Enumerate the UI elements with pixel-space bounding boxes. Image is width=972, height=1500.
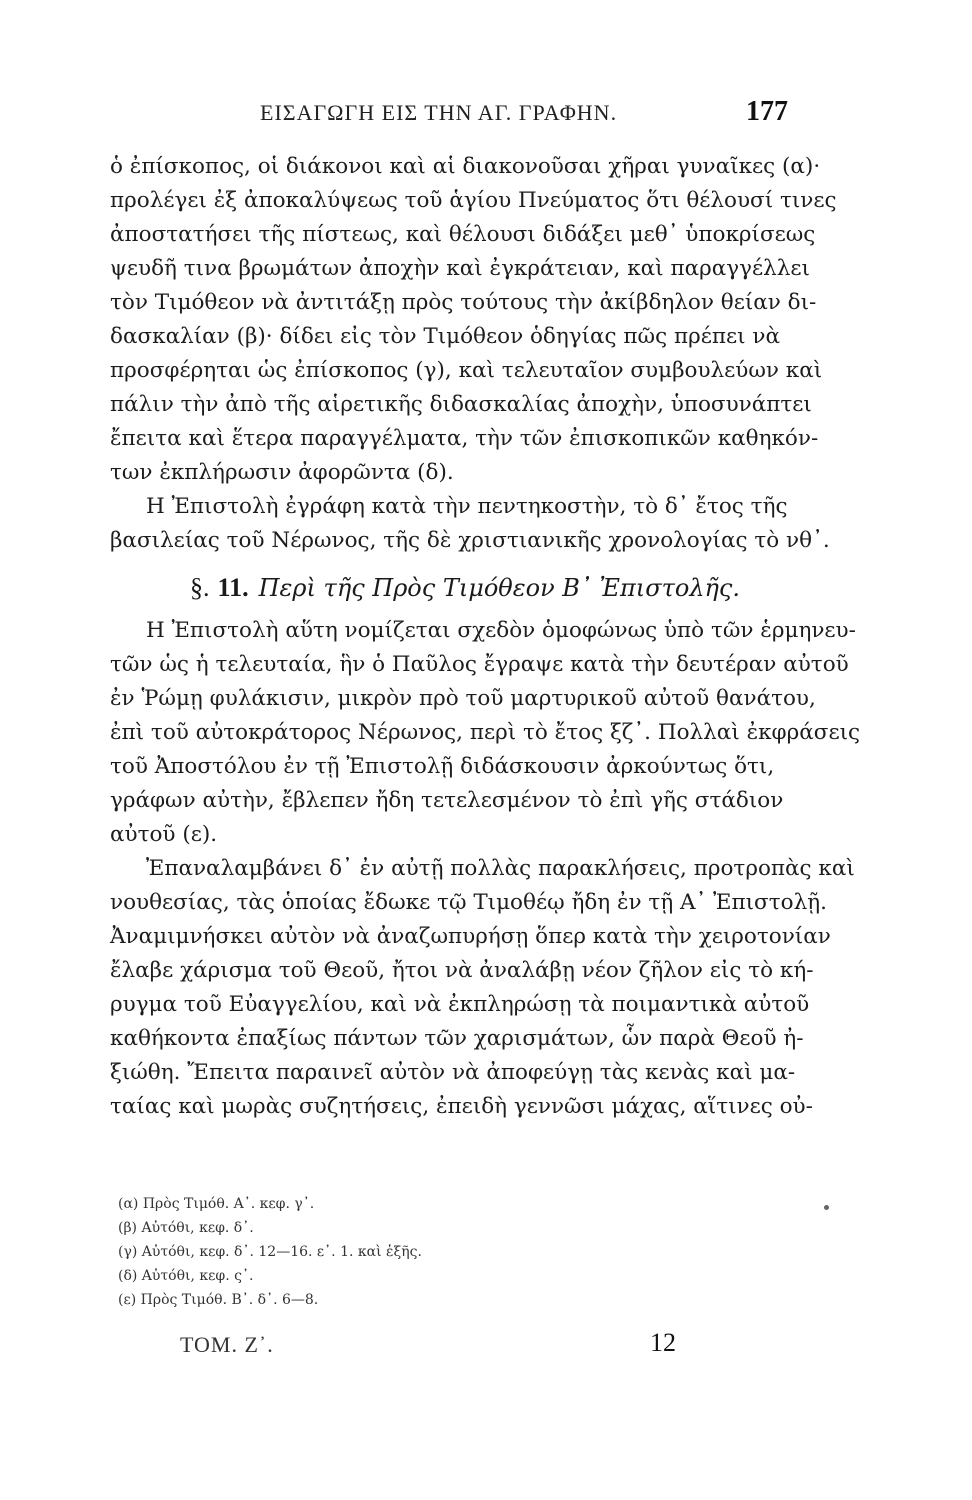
text-line: ὁ ἐπίσκοπος, οἱ διάκονοι καὶ αἱ διακονοῦσαι χῆραι γυναῖκες (α)· — [110, 154, 821, 179]
text-line: ξιώθη. Ἔπειτα παραινεῖ αὐτὸν νὰ ἀποφεύγῃ τὰς κενὰς καὶ μα- — [110, 1060, 796, 1085]
margin-dot — [824, 1205, 829, 1210]
text-line: αὐτοῦ (ε). — [110, 822, 218, 847]
text-line: ἔπειτα καὶ ἕτερα παραγγέλματα, τὴν τῶν ἐπισκοπικῶν καθηκόν- — [110, 426, 819, 451]
text-line: ἐπὶ τοῦ αὐτοκράτορος Νέρωνος, περὶ τὸ ἔτος ξζ᾽. Πολλαὶ ἐκφράσεις — [110, 720, 861, 745]
text-line: βασιλείας τοῦ Νέρωνος, τῆς δὲ χριστιανικῆς χρονολογίας τὸ νθ᾽. — [110, 528, 830, 553]
text-line: ψευδῆ τινα βρωμάτων ἀποχὴν καὶ ἐγκράτειαν, καὶ παραγγέλλει — [110, 256, 810, 281]
running-title: ΕΙΣΑΓΩΓΗ ΕΙΣ ΤΗΝ ΑΓ. ΓΡΑΦΗΝ. — [260, 100, 618, 125]
volume-signature: ΤΟΜ. Ζ᾽. — [180, 1332, 274, 1357]
sheet-number: 12 — [650, 1328, 676, 1357]
text-line: ρυγμα τοῦ Εὐαγγελίου, καὶ νὰ ἐκπληρώσῃ τὰ ποιμαντικὰ αὐτοῦ — [110, 992, 810, 1017]
text-line: ταίας καὶ μωρὰς συζητήσεις, ἐπειδὴ γεννῶσι μάχας, αἵτινες οὐ- — [110, 1094, 813, 1119]
paragraph-1 — [110, 150, 837, 490]
paragraph-2 — [110, 490, 830, 558]
text-line: Η Ἐπιστολὴ αὕτη νομίζεται σχεδὸν ὁμοφώνως ὑπὸ τῶν ἑρμηνευ- — [146, 618, 856, 643]
text-line: προσφέρηται ὡς ἐπίσκοπος (γ), καὶ τελευταῖον συμβουλεύων καὶ — [110, 358, 823, 383]
page-footer — [120, 1328, 700, 1372]
section-title: Περὶ τῆς Πρὸς Τιμόθεον Β᾽ Ἐπιστολῆς. — [258, 574, 740, 602]
text-line: πάλιν τὴν ἀπὸ τῆς αἱρετικῆς διδασκαλίας ἀποχὴν, ὑποσυνάπτει — [110, 392, 812, 417]
text-line: ἔλαβε χάρισμα τοῦ Θεοῦ, ἤτοι νὰ ἀναλάβῃ νέον ζῆλον εἰς τὸ κή- — [110, 958, 814, 983]
text-line: Η Ἐπιστολὴ ἐγράφη κατὰ τὴν πεντηκοστὴν, τὸ δ᾽ ἔτος τῆς — [146, 494, 788, 519]
text-line: γράφων αὐτὴν, ἔβλεπεν ἤδη τετελεσμένον τὸ ἐπὶ γῆς στάδιον — [110, 788, 784, 813]
section-heading — [110, 568, 790, 608]
text-line: ἐν Ῥώμῃ φυλάκισιν, μικρὸν πρὸ τοῦ μαρτυρικοῦ αὐτοῦ θανάτου, — [110, 686, 816, 711]
section-number: 11. — [217, 573, 249, 602]
body-text — [110, 150, 861, 1124]
text-line: καθήκοντα ἐπαξίως πάντων τῶν χαρισμάτων, ὧν παρὰ Θεοῦ ἠ- — [110, 1026, 804, 1051]
text-line: δασκαλίαν (β)· δίδει εἰς τὸν Τιμόθεον ὁδηγίας πῶς πρέπει νὰ — [110, 324, 780, 349]
footnote: (β) Αὐτόθι, κεφ. δ᾽. — [118, 1220, 254, 1236]
footnote: (δ) Αὐτόθι, κεφ. ς᾽. — [118, 1268, 254, 1284]
footnote: (γ) Αὐτόθι, κεφ. δ᾽. 12—16. ε᾽. 1. καὶ ἑξῆς. — [118, 1244, 422, 1260]
text-line: των ἐκπλήρωσιν ἀφορῶντα (δ). — [110, 460, 454, 485]
text-line: τὸν Τιμόθεον νὰ ἀντιτάξῃ πρὸς τούτους τὴν ἀκίβδηλον θείαν δι- — [110, 290, 817, 315]
section-mark: §. — [190, 573, 210, 602]
footnotes — [118, 1192, 618, 1312]
text-line: ἀποστατήσει τῆς πίστεως, καὶ θέλουσι διδάξει μεθ᾽ ὑποκρίσεως — [110, 222, 816, 247]
text-line: τοῦ Ἀποστόλου ἐν τῇ Ἐπιστολῇ διδάσκουσιν ἀρκούντως ὅτι, — [110, 754, 775, 779]
paragraph-4 — [110, 852, 855, 1124]
page-number: 177 — [746, 96, 788, 127]
text-line: τῶν ὡς ἡ τελευταία, ἣν ὁ Παῦλος ἔγραψε κατὰ τὴν δευτέραν αὐτοῦ — [110, 652, 849, 677]
text-line: Ἐπαναλαμβάνει δ᾽ ἐν αὐτῇ πολλὰς παρακλήσεις, προτροπὰς καὶ — [146, 856, 855, 881]
text-line: νουθεσίας, τὰς ὁποίας ἔδωκε τῷ Τιμοθέῳ ἤδη ἐν τῇ Α᾽ Ἐπιστολῇ. — [110, 890, 827, 915]
text-line: Ἀναμιμνήσκει αὐτὸν νὰ ἀναζωπυρήσῃ ὅπερ κατὰ τὴν χειροτονίαν — [110, 924, 831, 949]
text-line: προλέγει ἐξ ἀποκαλύψεως τοῦ ἁγίου Πνεύματος ὅτι θέλουσί τινες — [110, 188, 837, 213]
footnote: (α) Πρὸς Τιμόθ. Α᾽. κεφ. γ᾽. — [118, 1196, 315, 1212]
footnote: (ε) Πρὸς Τιμόθ. Β᾽. δ᾽. 6—8. — [118, 1292, 319, 1308]
page-header — [110, 96, 800, 140]
paragraph-3 — [110, 614, 861, 852]
